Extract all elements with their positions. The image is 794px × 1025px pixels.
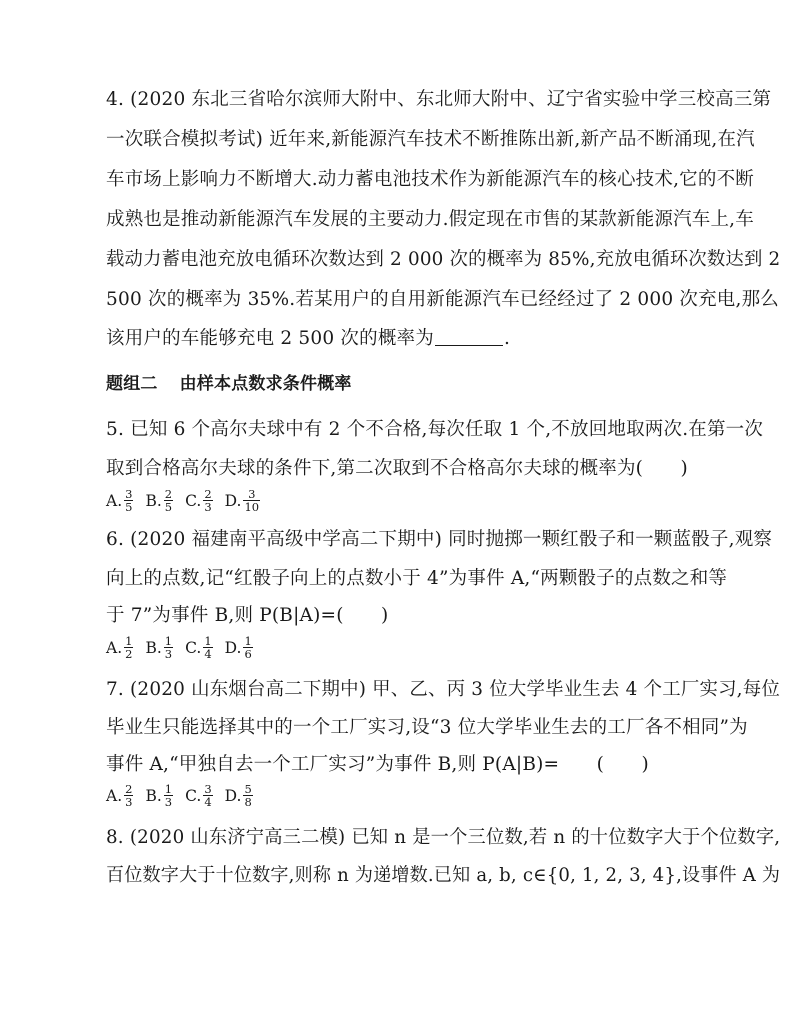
q4-line-6: 500 次的概率为 35%.若某用户的自用新能源汽车已经经过了 2 000 次充电,那么: [106, 289, 779, 310]
q7-line-2: 毕业生只能选择其中的一个工厂实习,设“3 位大学毕业生去的工厂各不相同”为: [106, 717, 748, 738]
q5-option-d: [225, 488, 260, 513]
option-letter: B.: [145, 638, 162, 657]
option-fraction: [243, 488, 260, 513]
denominator: 5: [164, 500, 173, 514]
numerator: 1: [204, 634, 212, 648]
denominator: 4: [204, 795, 212, 809]
numerator: 1: [164, 782, 173, 796]
option-fraction: [124, 488, 133, 513]
option-fraction: [124, 635, 133, 660]
option-fraction: [203, 783, 212, 808]
q5-option-a: [106, 488, 133, 513]
q5-line-2: 取到合格高尔夫球的条件下,第二次取到不合格高尔夫球的概率为( ): [106, 458, 688, 479]
numerator: 1: [244, 634, 252, 648]
q4-line-7-text: 该用户的车能够充电 2 500 次的概率为: [106, 328, 434, 349]
denominator: 2: [125, 647, 133, 661]
q6-option-c: [185, 635, 213, 660]
option-fraction: [164, 488, 173, 513]
q4-line-2: 一次联合模拟考试) 近年来,新能源汽车技术不断推陈出新,新产品不断涌现,在汽: [106, 129, 755, 150]
denominator: 3: [164, 795, 173, 809]
option-fraction: [243, 635, 252, 660]
option-fraction: [203, 488, 212, 513]
q4-line-5: 载动力蓄电池充放电循环次数达到 2 000 次的概率为 85%,充放电循环次数达到 2: [106, 249, 781, 270]
option-letter: A.: [106, 491, 123, 510]
section-title: 由样本点数求条件概率: [179, 374, 352, 394]
numerator: 2: [125, 782, 133, 796]
option-letter: D.: [224, 638, 242, 657]
numerator: 3: [204, 782, 212, 796]
q7-line-1: 7. (2020 山东烟台高二下期中) 甲、乙、丙 3 位大学毕业生去 4 个工厂实习,每位: [106, 679, 780, 700]
option-letter: D.: [224, 786, 242, 805]
q5-options: [106, 488, 272, 513]
option-letter: B.: [145, 491, 162, 510]
option-letter: B.: [145, 786, 162, 805]
q4-line-7: [106, 327, 510, 351]
denominator: 4: [204, 647, 212, 661]
q6-line-3: 于 7”为事件 B,则 P(B|A)=( ): [106, 605, 389, 626]
denominator: 3: [125, 795, 133, 809]
denominator: 8: [244, 795, 252, 809]
q5-line-1: 5. 已知 6 个高尔夫球中有 2 个不合格,每次任取 1 个,不放回地取两次.在第一次: [106, 419, 764, 440]
section-label: 题组二: [106, 374, 158, 394]
q6-line-2: 向上的点数,记“红骰子向上的点数小于 4”为事件 A,“两颗骰子的点数之和等: [106, 568, 728, 589]
numerator: 1: [125, 634, 133, 648]
option-letter: D.: [224, 491, 242, 510]
option-letter: C.: [185, 491, 202, 510]
q4-line-4: 成熟也是推动新能源汽车发展的主要动力.假定现在市售的某款新能源汽车上,车: [106, 209, 754, 230]
q4-line-3: 车市场上影响力不断增大.动力蓄电池技术作为新能源汽车的核心技术,它的不断: [106, 169, 754, 190]
answer-blank: [435, 327, 503, 346]
option-fraction: [124, 783, 133, 808]
option-letter: A.: [106, 786, 123, 805]
numerator: 1: [164, 634, 173, 648]
q5-option-b: [145, 488, 173, 513]
q7-option-c: [185, 783, 213, 808]
q5-option-c: [185, 488, 213, 513]
numerator: 2: [204, 487, 212, 501]
q4-line-7-end: .: [503, 328, 511, 349]
q6-option-d: [225, 635, 253, 660]
numerator: 3: [125, 487, 133, 501]
q7-option-a: [106, 783, 133, 808]
section-heading: [106, 372, 352, 396]
option-fraction: [243, 783, 252, 808]
q8-line-2: 百位数字大于十位数字,则称 n 为递增数.已知 a, b, c∈{0, 1, 2, 3, 4},设事件 A 为: [106, 865, 781, 886]
q6-options: [106, 635, 265, 660]
q7-options: [106, 783, 265, 808]
option-fraction: [164, 783, 173, 808]
numerator: 5: [244, 782, 252, 796]
denominator: 3: [164, 647, 173, 661]
q7-line-3: 事件 A,“甲独自去一个工厂实习”为事件 B,则 P(A|B)= ( ): [106, 754, 649, 775]
q8-line-1: 8. (2020 山东济宁高三二模) 已知 n 是一个三位数,若 n 的十位数字大于个位数字,: [106, 827, 781, 848]
q6-option-b: [145, 635, 173, 660]
option-letter: A.: [106, 638, 123, 657]
denominator: 6: [244, 647, 252, 661]
option-fraction: [203, 635, 212, 660]
option-letter: C.: [185, 638, 202, 657]
numerator: 3: [248, 487, 256, 501]
q7-option-d: [225, 783, 253, 808]
denominator: 3: [204, 500, 212, 514]
denominator: 10: [244, 500, 260, 514]
q6-option-a: [106, 635, 133, 660]
option-letter: C.: [185, 786, 202, 805]
q6-line-1: 6. (2020 福建南平高级中学高二下期中) 同时抛掷一颗红骰子和一颗蓝骰子,观察: [106, 529, 773, 550]
numerator: 2: [164, 487, 173, 501]
q7-option-b: [145, 783, 173, 808]
q4-line-1: 4. (2020 东北三省哈尔滨师大附中、东北师大附中、辽宁省实验中学三校高三第: [106, 89, 772, 110]
option-fraction: [164, 635, 173, 660]
denominator: 5: [125, 500, 133, 514]
